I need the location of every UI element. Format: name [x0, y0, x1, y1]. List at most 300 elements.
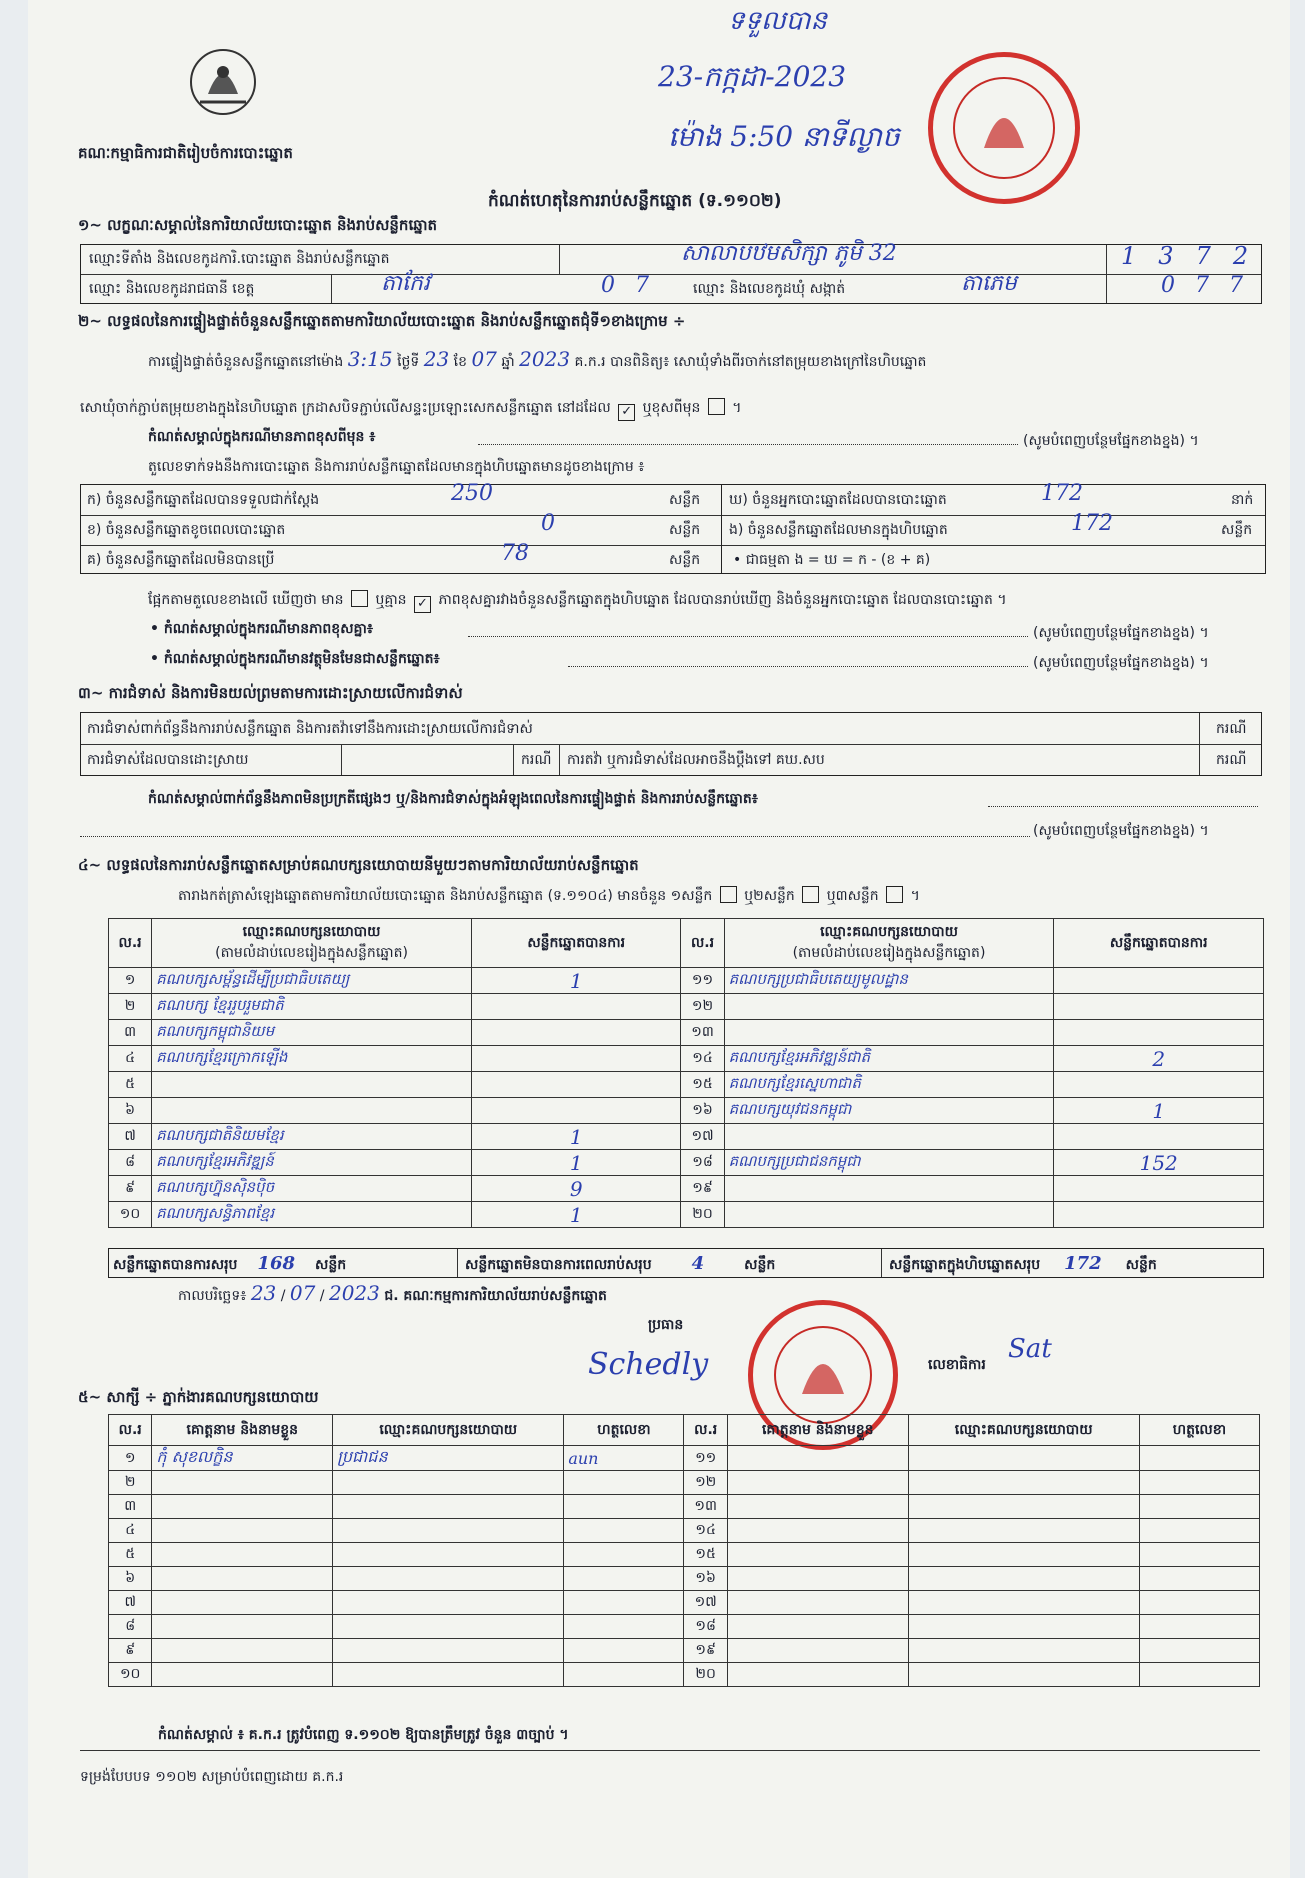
col-sign: ហត្ថលេខា — [564, 1415, 684, 1446]
col-votes: សន្លឹកឆ្នោតបានការ — [1054, 919, 1264, 968]
site-code: 1372 — [1121, 242, 1271, 270]
party-votes: 1 — [1152, 1098, 1166, 1123]
party-party: គណបក្សកម្ពុជានិយម — [156, 1021, 275, 1040]
cell-votes[interactable] — [471, 1124, 681, 1150]
fill-more-3: (សូមបំពេញបន្ថែមផ្នែកខាងខ្នង) ។ — [1033, 655, 1209, 671]
party-votes: 1 — [569, 1202, 583, 1227]
table-row — [109, 1072, 1264, 1098]
witness-name[interactable] — [152, 1591, 333, 1615]
form-ref: ទម្រង់បែបបទ ១១០២ សម្រាប់បំពេញដោយ គ.ក.រ — [80, 1769, 344, 1785]
party-party: គណបក្សប្រជាជនកម្ពុជា — [728, 1151, 861, 1170]
party-results-table — [108, 918, 1264, 1228]
party-party: គណបក្សប្រជាធិបតេយ្យមូលដ្ឋាន — [728, 969, 908, 988]
secretary-label: លេខាធិការ — [928, 1357, 986, 1373]
cell-no — [109, 1020, 152, 1046]
cell-votes[interactable] — [471, 1072, 681, 1098]
witness-no-text: ១១ — [695, 1449, 717, 1466]
different-checkbox[interactable] — [708, 398, 725, 415]
cell-no — [681, 1072, 724, 1098]
witness-no-text: ១០ — [119, 1666, 141, 1682]
witness-name[interactable] — [152, 1519, 333, 1543]
party-votes: 1 — [569, 1124, 583, 1149]
table-row — [109, 1124, 1264, 1150]
chair-label: ប្រធាន — [648, 1317, 684, 1333]
cell-no — [109, 1202, 152, 1228]
three-sheet-checkbox[interactable] — [886, 886, 903, 903]
table-row — [109, 994, 1264, 1020]
document-page — [28, 0, 1290, 1878]
witness-sign[interactable] — [564, 1591, 684, 1615]
party-no: ៩ — [125, 1180, 136, 1196]
party-party: គណបក្សខ្មែរអភិវឌ្ឍន៍ជាតិ — [728, 1047, 871, 1066]
witness-no-text: ១៥ — [695, 1546, 716, 1562]
table-row — [109, 1150, 1264, 1176]
witness-no-text: ១ — [124, 1449, 136, 1466]
cell-party[interactable] — [724, 1046, 1054, 1072]
witness-no-text: ៩ — [125, 1642, 136, 1658]
witness-party[interactable] — [333, 1615, 564, 1639]
col-no: ល.រ — [684, 1415, 727, 1446]
table-row — [109, 1543, 1260, 1567]
col-party: ឈ្មោះគណបក្សនយោបាយ (តាមលំដាប់លេខរៀងក្នុងសន្លឹកឆ្នោត) — [724, 919, 1054, 968]
figure-e: ង) ចំនួនសន្លឹកឆ្នោតដែលមានក្នុងហិបឆ្នោត — [729, 522, 948, 538]
party-party: គណបក្សសន្ធិភាពខ្មែរ — [156, 1203, 275, 1222]
cell-votes[interactable] — [1054, 1202, 1264, 1228]
verify-line: ការផ្ទៀងផ្ទាត់ចំនួនសន្លឹកឆ្នោតនៅម៉ោង 3:15 ថ្ងៃទី 23 ខែ 07 ឆ្នាំ 2023 គ.ក.រ បានពិនិត្យ៖ សោឃុំទាំងពីរចាក់នៅតម្រុយខាងក្រៅនៃហិបឆ្នោត — [148, 347, 927, 371]
col-no: ល.រ — [109, 1415, 152, 1446]
witness-name[interactable] — [727, 1446, 908, 1471]
party-no: ១៤ — [692, 1050, 713, 1066]
cell-votes[interactable] — [1054, 1072, 1264, 1098]
figure-d: ឃ) ចំនួនអ្នកបោះឆ្នោតដែលបានបោះឆ្នោត — [729, 492, 947, 508]
witness-party[interactable] — [333, 1446, 564, 1471]
witness-no-text: ៣ — [124, 1498, 137, 1514]
cell-votes[interactable] — [1054, 1124, 1264, 1150]
table-row — [109, 1495, 1260, 1519]
table-row — [109, 1471, 1260, 1495]
cell-votes[interactable] — [471, 968, 681, 994]
cell-votes[interactable] — [471, 994, 681, 1020]
cell-party[interactable] — [724, 968, 1054, 994]
witness-name[interactable] — [727, 1615, 908, 1639]
fill-more-1: (សូមបំពេញបន្ថែមផ្នែកខាងខ្នង) ។ — [1023, 433, 1199, 449]
witness-no-text: ១២ — [695, 1474, 717, 1490]
witness-name[interactable] — [152, 1446, 333, 1471]
witness-no — [109, 1615, 152, 1639]
witness-sign[interactable] — [564, 1639, 684, 1663]
cell-party[interactable] — [152, 1150, 472, 1176]
cell-no — [681, 1202, 724, 1228]
party-party: គណបក្សខ្មែរក្រោកឡើង — [156, 1047, 288, 1066]
table-row — [109, 1639, 1260, 1663]
unit: នាក់ — [1231, 492, 1254, 508]
witness-no-text: ១៨ — [695, 1618, 716, 1634]
handwritten-received: ទទួលបាន — [728, 6, 828, 36]
witness-sign[interactable] — [564, 1471, 684, 1495]
two-sheet-checkbox[interactable] — [802, 886, 819, 903]
cell-votes[interactable] — [1054, 1150, 1264, 1176]
col-votes: សន្លឹកឆ្នោតបានការ — [471, 919, 681, 968]
witness-party[interactable] — [908, 1471, 1139, 1495]
witness-sign[interactable] — [564, 1615, 684, 1639]
irregularity-line-2[interactable] — [80, 836, 1030, 837]
province-code: 07 — [601, 273, 669, 298]
witness-name[interactable] — [727, 1639, 908, 1663]
cell-no — [681, 994, 724, 1020]
party-no: ១២ — [691, 998, 714, 1014]
witness-party[interactable] — [908, 1519, 1139, 1543]
cell-party[interactable] — [152, 1020, 472, 1046]
irregularity-note: កំណត់សម្គាល់ពាក់ព័ន្ធនឹងភាពមិនប្រក្រតីផ្សេងៗ ឬ/និងការជំទាស់ក្នុងអំឡុងពេលនៃការផ្ទៀងផ្ទាត់ និងការរាប់សន្លឹកឆ្នោត៖ — [148, 791, 758, 807]
witness-sign[interactable] — [564, 1567, 684, 1591]
total-invalid: សន្លឹកឆ្នោតមិនបានការពេលរាប់សរុប 4 សន្លឹក — [465, 1253, 776, 1274]
case-label: ករណី — [521, 752, 552, 768]
witness-no-text: ៤ — [125, 1522, 136, 1538]
witness-no — [109, 1495, 152, 1519]
secretary-signature: Sat — [1008, 1334, 1052, 1364]
has-diff-checkbox[interactable] — [351, 590, 368, 607]
fill-more-4: (សូមបំពេញបន្ថែមផ្នែកខាងខ្នង) ។ — [1033, 823, 1209, 839]
site-value: សាលាបឋមសិក្សា ភូមិ 32 — [681, 241, 897, 266]
witness-sign[interactable] — [1139, 1615, 1259, 1639]
col-no: ល.រ — [681, 919, 724, 968]
party-party: គណបក្ស ខ្មែររួបរួមជាតិ — [156, 995, 284, 1014]
section1-title: ១~ លក្ខណៈសម្គាល់នៃការិយាល័យបោះឆ្នោត និងរាប់សន្លឹកឆ្នោត — [78, 216, 438, 234]
province-label: ឈ្មោះ និងលេខកូដរាជធានី ខេត្ត — [89, 281, 255, 297]
witness-name[interactable] — [727, 1663, 908, 1687]
party-no: ១ — [124, 972, 136, 988]
org-name: គណៈកម្មាធិការជាតិរៀបចំការបោះឆ្នោត — [78, 144, 293, 162]
witness-sign[interactable] — [1139, 1543, 1259, 1567]
figures-table — [80, 481, 1266, 574]
witness-party[interactable] — [333, 1495, 564, 1519]
table-row — [109, 968, 1264, 994]
cell-party[interactable] — [724, 1150, 1054, 1176]
section3-title: ៣~ ការជំទាស់ និងការមិនយល់ព្រមតាមការដោះស្រាយលើការជំទាស់ — [78, 684, 463, 702]
seal-line: សោឃុំចាក់ភ្ជាប់តម្រុយខាងក្នុងនៃហិបឆ្នោត ក្រដាសបិទភ្ជាប់លើសន្ទះប្រឡោះសេកសន្លឹកឆ្នោត នៅដដែល ✓ ឬខុសពីមុន ។ — [80, 400, 742, 419]
cell-votes[interactable] — [471, 1150, 681, 1176]
witness-sign[interactable] — [564, 1663, 684, 1687]
cell-no — [681, 1124, 724, 1150]
note-object-line[interactable] — [568, 666, 1028, 667]
cell-party[interactable] — [724, 1098, 1054, 1124]
cell-no — [681, 1020, 724, 1046]
party-party: គណបក្សខ្មែរស្នេហាជាតិ — [728, 1073, 861, 1092]
total-box: សន្លឹកឆ្នោតក្នុងហិបឆ្នោតសរុប 172 សន្លឹក — [889, 1253, 1157, 1274]
witness-sign[interactable] — [1139, 1495, 1259, 1519]
cell-votes[interactable] — [471, 1202, 681, 1228]
witness-sign-text: aun — [568, 1448, 599, 1468]
case-label: ករណី — [1216, 752, 1247, 768]
cell-no — [109, 1150, 152, 1176]
witness-sign[interactable] — [564, 1519, 684, 1543]
party-votes: 152 — [1139, 1150, 1178, 1175]
cell-no — [109, 1124, 152, 1150]
party-no: ១១ — [691, 972, 714, 988]
note-diff2: • កំណត់សម្គាល់ក្នុងករណីមានភាពខុសគ្នា៖ — [150, 621, 374, 637]
objection-resolved: ការជំទាស់ដែលបានដោះស្រាយ — [87, 752, 249, 768]
cell-party[interactable] — [724, 1020, 1054, 1046]
witness-party[interactable] — [333, 1519, 564, 1543]
witness-sign[interactable] — [1139, 1446, 1259, 1471]
cell-votes[interactable] — [471, 1098, 681, 1124]
cell-no — [681, 1046, 724, 1072]
cell-votes[interactable] — [471, 1020, 681, 1046]
party-no: ២ — [124, 998, 136, 1014]
witness-sign[interactable] — [564, 1495, 684, 1519]
no-diff-checkbox[interactable]: ✓ — [414, 596, 431, 613]
witness-party[interactable] — [333, 1567, 564, 1591]
witness-party[interactable] — [908, 1495, 1139, 1519]
col-party: ឈ្មោះគណបក្សនយោបាយ — [333, 1415, 564, 1446]
party-no: ៨ — [125, 1154, 136, 1170]
witness-no-text: ២០ — [695, 1666, 716, 1682]
witness-no — [684, 1446, 727, 1471]
unit: សន្លឹក — [669, 522, 701, 538]
note-diff-line[interactable] — [478, 444, 1018, 445]
party-party: គណបក្សសម្ព័ន្ធដើម្បីប្រជាធិបតេយ្យ — [156, 969, 350, 988]
cell-no — [109, 1046, 152, 1072]
witness-party[interactable] — [908, 1567, 1139, 1591]
table-row — [109, 1020, 1264, 1046]
cell-party[interactable] — [152, 1098, 472, 1124]
party-no: ១៩ — [692, 1180, 713, 1196]
section1-table — [80, 241, 1271, 304]
commune-code: 077 — [1161, 273, 1263, 298]
figure-d-value: 172 — [1041, 481, 1083, 506]
witness-no — [684, 1567, 727, 1591]
party-votes: 1 — [569, 1150, 583, 1175]
objection-table — [80, 712, 1262, 776]
table-row — [109, 1663, 1260, 1687]
party-votes: 1 — [569, 968, 583, 993]
cell-no — [681, 1176, 724, 1202]
witness-no-text: ១៩ — [695, 1642, 716, 1658]
party-no: ៦ — [125, 1102, 136, 1118]
cell-votes[interactable] — [1054, 1098, 1264, 1124]
witness-no — [109, 1543, 152, 1567]
party-votes: 2 — [1152, 1046, 1166, 1071]
objection-row1: ការជំទាស់ពាក់ព័ន្ធនឹងការរាប់សន្លឹកឆ្នោត និងការតវ៉ាទៅនឹងការដោះស្រាយលើការជំទាស់ — [87, 721, 533, 737]
witness-no-text: ៧ — [124, 1594, 136, 1610]
witness-sign[interactable] — [1139, 1639, 1259, 1663]
table-row — [109, 1202, 1264, 1228]
note-diff2-line[interactable] — [468, 636, 1028, 637]
witness-no — [684, 1615, 727, 1639]
col-no: ល.រ — [109, 919, 152, 968]
cell-votes[interactable] — [1054, 994, 1264, 1020]
witness-no — [684, 1495, 727, 1519]
witness-name[interactable] — [727, 1591, 908, 1615]
cell-party[interactable] — [152, 1046, 472, 1072]
cell-no — [681, 1150, 724, 1176]
cell-no — [109, 1072, 152, 1098]
note-diff: កំណត់សម្គាល់ក្នុងករណីមានភាពខុសពីមុន ៖ — [148, 429, 376, 445]
col-sign: ហត្ថលេខា — [1139, 1415, 1259, 1446]
witness-name[interactable] — [152, 1663, 333, 1687]
witness-sign[interactable] — [564, 1543, 684, 1567]
witness-name[interactable] — [727, 1567, 908, 1591]
cell-votes[interactable] — [471, 1176, 681, 1202]
figure-c: គ) ចំនួនសន្លឹកឆ្នោតដែលមិនបានប្រើ — [87, 552, 275, 568]
cell-votes[interactable] — [471, 1046, 681, 1072]
official-stamp-top — [928, 52, 1080, 204]
cell-no — [109, 1098, 152, 1124]
party-party: គណបក្សខ្មែរអភិវឌ្ឍន៍ — [156, 1151, 274, 1170]
unit: សន្លឹក — [669, 492, 701, 508]
commune-label: ឈ្មោះ និងលេខកូដឃុំ សង្កាត់ — [693, 281, 846, 297]
table-row — [109, 1446, 1260, 1471]
witness-name[interactable] — [152, 1615, 333, 1639]
witness-party[interactable] — [333, 1543, 564, 1567]
witness-name[interactable] — [152, 1495, 333, 1519]
one-sheet-checkbox[interactable] — [720, 886, 737, 903]
witness-sign[interactable] — [1139, 1567, 1259, 1591]
cell-party[interactable] — [724, 1176, 1054, 1202]
section2-title: ២~ លទ្ធផលនៃការផ្ទៀងផ្ទាត់ចំនួនសន្លឹកឆ្នោតតាមការិយាល័យបោះឆ្នោត និងរាប់សន្លឹកឆ្នោតជុំទី១ខាងក្រោម ÷ — [78, 312, 686, 330]
commune-value: តាភេម — [961, 271, 1017, 296]
witness-name[interactable] — [727, 1471, 908, 1495]
figure-e-value: 172 — [1071, 511, 1113, 536]
witness-no — [109, 1446, 152, 1471]
cell-votes[interactable] — [1054, 1020, 1264, 1046]
form-title: កំណត់ហេតុនៃការរាប់សន្លឹកឆ្នោត (ទ.១១០២) — [488, 191, 782, 211]
witness-name[interactable] — [152, 1543, 333, 1567]
section5-title: ៥~ សាក្សី ÷ ភ្នាក់ងារគណបក្សនយោបាយ — [78, 1388, 319, 1406]
witness-party[interactable] — [908, 1639, 1139, 1663]
witness-party[interactable] — [333, 1663, 564, 1687]
cell-no — [109, 994, 152, 1020]
chair-signature: Schedly — [588, 1347, 709, 1382]
witness-no — [684, 1519, 727, 1543]
witness-name[interactable] — [152, 1471, 333, 1495]
witness-party[interactable] — [908, 1663, 1139, 1687]
cell-party[interactable] — [724, 994, 1054, 1020]
cell-party[interactable] — [152, 994, 472, 1020]
witness-sign[interactable] — [1139, 1663, 1259, 1687]
witness-party-text: ប្រជាជន — [337, 1447, 388, 1466]
party-no: ៣ — [124, 1024, 137, 1040]
figures-intro: តួលេខទាក់ទងនឹងការបោះឆ្នោត និងការរាប់សន្លឹកឆ្នោតដែលមានក្នុងហិបឆ្នោតមានដូចខាងក្រោម ៖ — [148, 459, 645, 475]
cell-party[interactable] — [724, 1202, 1054, 1228]
handwritten-time: ម៉ោង 5:50 នាទីល្ងាច — [668, 120, 900, 153]
figure-b: ខ) ចំនួនសន្លឹកឆ្នោតខូចពេលបោះឆ្នោត — [87, 522, 286, 538]
cell-votes[interactable] — [1054, 1046, 1264, 1072]
witness-party[interactable] — [908, 1543, 1139, 1567]
party-no: ៤ — [125, 1050, 136, 1066]
witness-name[interactable] — [152, 1567, 333, 1591]
note-object: • កំណត់សម្គាល់ក្នុងករណីមានវត្ថុមិនមែនជាសន្លឹកឆ្នោត៖ — [150, 651, 440, 667]
site-label: ឈ្មោះទីតាំង និងលេខកូដការិ.បោះឆ្នោត និងរាប់សន្លឹកឆ្នោត — [89, 251, 390, 267]
figure-b-value: 0 — [541, 511, 555, 536]
figure-a-value: 250 — [451, 481, 493, 506]
witness-no-text: ១៤ — [695, 1522, 716, 1538]
witness-no — [684, 1663, 727, 1687]
province-value: តាកែវ — [381, 271, 430, 296]
cell-party[interactable] — [724, 1124, 1054, 1150]
table-row — [109, 1615, 1260, 1639]
witness-party[interactable] — [908, 1615, 1139, 1639]
table-row — [109, 1519, 1260, 1543]
formula: • ជាធម្មតា ង = ឃ = ក - (ខ + គ) — [733, 552, 931, 568]
witness-name[interactable] — [727, 1519, 908, 1543]
case-label: ករណី — [1216, 721, 1247, 737]
party-no: ១៥ — [692, 1076, 713, 1092]
witness-party[interactable] — [333, 1471, 564, 1495]
witness-sign[interactable] — [1139, 1471, 1259, 1495]
cell-party[interactable] — [152, 1072, 472, 1098]
party-party: គណបក្សជាតិនិយមខ្មែរ — [156, 1125, 284, 1144]
witness-no-text: ១៦ — [695, 1570, 716, 1586]
objection-appeal: ការតវ៉ា ឬការជំទាស់ដែលអាចនឹងប្តឹងទៅ គឃ.សប — [567, 752, 825, 768]
witness-table — [108, 1414, 1260, 1687]
cell-no — [681, 1098, 724, 1124]
witness-no — [109, 1519, 152, 1543]
party-no: ៥ — [125, 1076, 136, 1092]
figure-c-value: 78 — [501, 541, 529, 566]
witness-no — [684, 1591, 727, 1615]
witness-no — [109, 1663, 152, 1687]
table-row — [109, 1567, 1260, 1591]
party-no: ១៨ — [692, 1154, 713, 1170]
party-no: ១៦ — [692, 1102, 713, 1118]
cell-party[interactable] — [152, 1176, 472, 1202]
cell-votes[interactable] — [1054, 1176, 1264, 1202]
party-no: ២០ — [692, 1206, 713, 1222]
cell-party[interactable] — [152, 968, 472, 994]
party-no: ១០ — [119, 1206, 141, 1222]
cell-party[interactable] — [152, 1202, 472, 1228]
party-no: ១៧ — [691, 1128, 714, 1144]
witness-name[interactable] — [727, 1495, 908, 1519]
witness-no — [684, 1639, 727, 1663]
witness-party[interactable] — [908, 1591, 1139, 1615]
party-no: ១៣ — [691, 1024, 714, 1040]
witness-party[interactable] — [908, 1446, 1139, 1471]
cell-votes[interactable] — [1054, 968, 1264, 994]
table-row — [109, 1098, 1264, 1124]
witness-no — [109, 1639, 152, 1663]
signing-date: កាលបរិច្ឆេទ៖ 23 / 07 / 2023 ជ. គណៈកម្មការការិយាល័យរាប់សន្លឹកឆ្នោត — [178, 1281, 607, 1305]
witness-no-text: ៦ — [125, 1570, 136, 1586]
cell-party[interactable] — [152, 1124, 472, 1150]
totals-row — [108, 1248, 1264, 1278]
col-name: គោត្តនាម និងនាមខ្លួន — [152, 1415, 333, 1446]
witness-no — [109, 1567, 152, 1591]
witness-name[interactable] — [152, 1639, 333, 1663]
cell-party[interactable] — [724, 1072, 1054, 1098]
witness-party[interactable] — [333, 1639, 564, 1663]
irregularity-line-1[interactable] — [988, 806, 1258, 807]
cell-no — [681, 968, 724, 994]
handwritten-date: 23-កក្កដា-2023 — [658, 60, 847, 93]
witness-sign[interactable] — [1139, 1519, 1259, 1543]
total-valid: សន្លឹកឆ្នោតបានការសរុប 168 សន្លឹក — [113, 1253, 347, 1274]
witness-name[interactable] — [727, 1543, 908, 1567]
witness-sign[interactable] — [1139, 1591, 1259, 1615]
same-checkbox[interactable]: ✓ — [618, 404, 635, 421]
unit: សន្លឹក — [669, 552, 701, 568]
party-votes: 9 — [569, 1176, 583, 1201]
table-row — [109, 1046, 1264, 1072]
col-name: គោត្តនាម និងនាមខ្លួន — [727, 1415, 908, 1446]
witness-name-text: កុំ សុខលក្ខិន — [156, 1447, 233, 1466]
witness-sign[interactable] — [564, 1446, 684, 1471]
table-row — [109, 1591, 1260, 1615]
witness-no-text: ១៧ — [694, 1594, 717, 1610]
col-party: ឈ្មោះគណបក្សនយោបាយ (តាមលំដាប់លេខរៀងក្នុងសន្លឹកឆ្នោត) — [152, 919, 472, 968]
witness-party[interactable] — [333, 1591, 564, 1615]
